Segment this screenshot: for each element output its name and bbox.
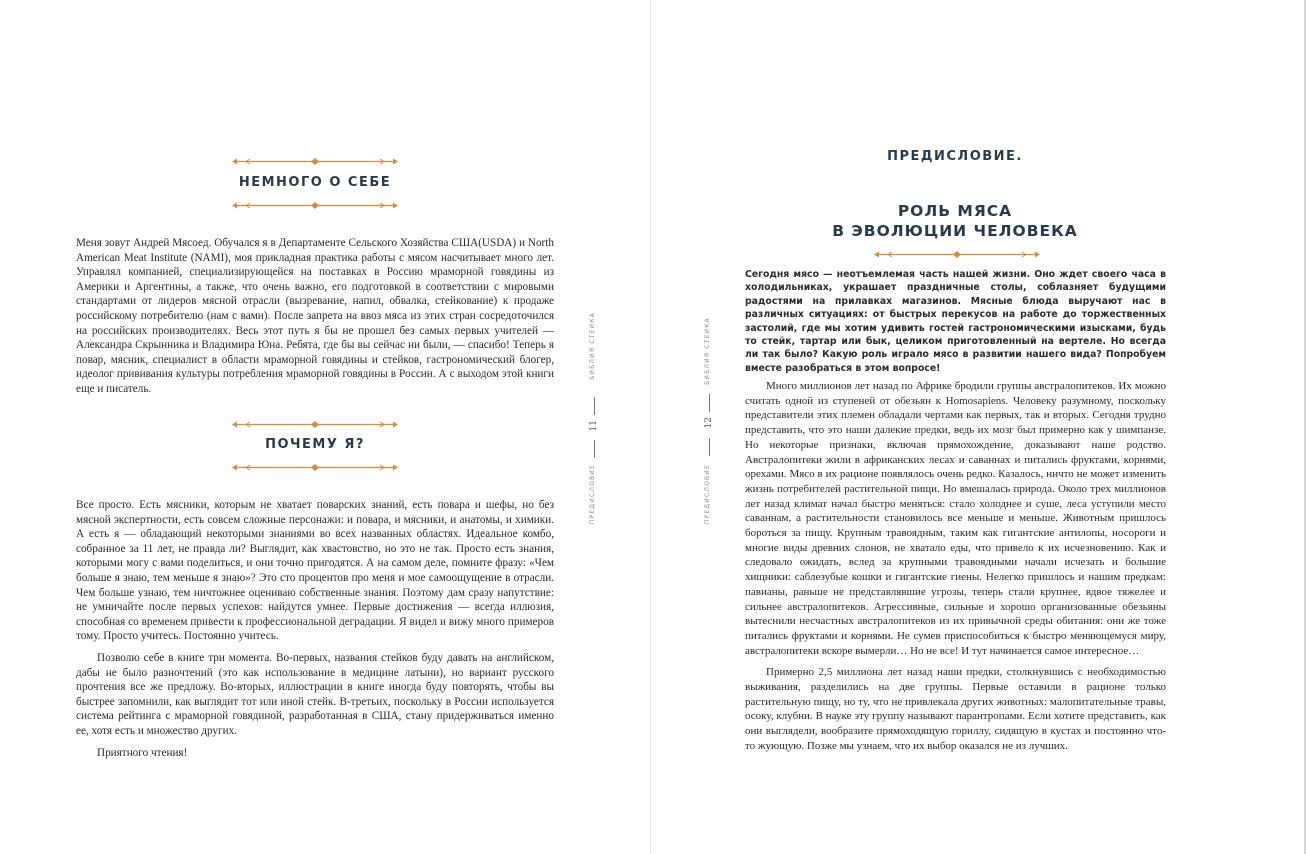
right-page (651, 0, 1305, 854)
paragraph: Приятного чтения! (97, 746, 188, 759)
paragraph: Меня зовут Андрей Мясоед. Обучался я в Департаменте Сельского Хозяйства США(USDA) и North American Meat Institute (NAMI), моя прикладная практика работы с мясом насчитывает много лет. Управлял компанией, специализирующейся на поставках в Россию мраморной говядины из Америки и Аргентины, а также, что очень важно, его подготовкой в соответствии с мировыми стандартами от лидеров мясной отрасли (вызревание, напил, обвалка, стейкование) к продаже российскому потребителю (нам с вами). После запрета на ввоз мяса из этих стран сосредоточился на российских производителях. Весь этот путь я бы не прошел без самых первых учителей — Александра Скрынника и Владимира Юна. Ребята, где бы вы сейчас ни были, — спасибо! Теперь я повар, мясник, специалист в области мраморной говядины и стейков, гастрономический блогер, идеолог прививания культуры потребления мраморной говядины в России. А с выходом этой книги еще и писатель. (76, 237, 554, 395)
running-head-rule (594, 397, 595, 415)
chapter-title-line: В ЭВОЛЮЦИИ ЧЕЛОВЕКА (832, 222, 1078, 240)
ornament-divider (232, 157, 398, 166)
page-number: 11 (589, 420, 599, 432)
running-head-section: ПРЕДИСЛОВИЕ (589, 464, 596, 525)
running-head-right (704, 312, 716, 552)
evolution-text (745, 379, 1166, 754)
running-head-book: БИБЛИЯ СТЕЙКА (704, 317, 711, 385)
ornament-divider (232, 463, 398, 472)
chapter-title-line: РОЛЬ МЯСА (897, 202, 1013, 220)
preface-label: ПРЕДИСЛОВИЕ. (887, 149, 1023, 164)
running-head-rule (594, 440, 595, 458)
why-me-text (76, 498, 554, 760)
ornament-divider (874, 250, 1040, 259)
page-number: 12 (704, 417, 714, 429)
running-head-left (589, 300, 601, 540)
section-title-why-me: ПОЧЕМУ Я? (265, 437, 365, 452)
about-text (76, 236, 554, 397)
paragraph: Все просто. Есть мясники, которым не хватает поварских знаний, есть повара и шефы, но без мясной экспертности, есть совсем сложные персонажи: и повара, и мясники, и анатомы, и химики. А есть я — обладающий некоторыми знаниями во всех названных областях. Идеальное комбо, собранное за 11 лет, не правда ли? Выглядит, как хвастовство, но это не так. Просто есть знания, которыми могу с вами поделиться, и они точно пригодятся. А на самом деле, помните фразу: «Чем больше я знаю, тем меньше я знаю»? Это сто процентов про меня и мое самоощущение в отрасли. Чем больше узнаю, тем ничтожнее оцениваю собственные знания. Поэтому дам сразу напутствие: не умничайте после первых успехов: найдутся умнее. Первые достижения — всегда иллюзия, способная со временем привести к профессиональной деградации. Я видел и вижу много примеров тому. Просто учитесь. Постоянно учитесь. (76, 499, 554, 643)
paragraph: Примерно 2,5 миллиона лет назад наши предки, столкнувшись с необходимостью выживания, разделились на две группы. Первые оставили в рационе только растительную пищу, но ту, что не привлекала других животных: малопитательные травы, осоку, клубни. В науке эту группу называют парантропами. Если хотите представить, как они выглядели, вообразите прямоходящую гориллу, сидящую в кустах и постоянно что-то жующую. Позже мы узнаем, что их выбор оказался не из лучших. (745, 666, 1166, 752)
running-head-section: ПРЕДИСЛОВИЕ (704, 464, 711, 525)
section-title-about: НЕМНОГО О СЕБЕ (238, 175, 392, 190)
paragraph: Много миллионов лет назад по Африке бродили группы австралопитеков. Их можно считать одной из ступеней от обезьян к Homosapiens. Человеку разумному, поскольку представители этих племен обладали чертами как первых, так и вторых. Сегодня трудно представить, что это наши далекие предки, ведь их мозг был примерно как у шимпанзе. Но некоторые признаки, включая прямохождение, доказывают наше родство. Австралопитеки жили в африканских лесах и саваннах и питались фруктами, корнями, орехами. Мясо в их рационе появлялось очень редко. Казалось, ничто не может изменить жизнь потребителей растительной пищи. Но вмешалась природа. Около трех миллионов лет назад климат начал быстро меняться: стало холоднее и суше, леса уступили место саваннам, а растительности становилось все меньше и меньше. Животным пришлось бороться за пищу. Крупным травоядным, таким как гигантские антилопы, носороги и многие виды древних слонов, не хватало еды, что привело к их исчезновению. Как и следовало ожидать, вслед за крупными травоядными начали исчезать и большие хищники: саблезубые кошки и гигантские гиены. Нелегко пришлось и нашим предкам: павианы, раньше не представлявшие угрозы, теперь стали крупнее, вдвое тяжелее и сильнее австралопитеков. Агрессивные, сильные и хорошо организованные обезьяны вытеснили несчастных австралопитеков из их привычной среды обитания: они же тоже питались фруктами и корнями. Не сумев приспособиться к быстро меняющемуся миру, австралопитеки вскоре вымерли… Но не все! И тут начинается самое интересное… (745, 380, 1166, 657)
lead-paragraph: Сегодня мясо — неотъемлемая часть нашей жизни. Оно ждет своего часа в холодильниках, украшает праздничные столы, соблазняет будущими радостями на прилавках магазинов. Мясные блюда выручают нас в различных ситуациях: от быстрых перекусов на работе до торжественных застолий, где мы хотим удивить гостей гастрономическими изысками, будь то стейк, тартар или бык, целиком приготовленный на вертеле. Но всегда ли так было? Какую роль играло мясо в развитии нашего вида? Попробуем вместе разобраться в этом вопросе! (745, 269, 1166, 374)
running-head-rule (709, 394, 710, 412)
ornament-divider (232, 420, 398, 429)
running-head-book: БИБЛИЯ СТЕЙКА (589, 312, 596, 380)
chapter-title (755, 201, 1155, 241)
left-page (0, 0, 650, 854)
paragraph: Позволю себе в книге три момента. Во-первых, названия стейков буду давать на английском, дабы не было разночтений (это как использование в медицине латыни), но вариант русского прочтения все же предложу. Во-вторых, иллюстрации в книге иногда буду повторять, чтобы вы быстрее запомнили, как выглядит тот или иной стейк. В-третьих, поскольку в России используется система рейтинга с мраморной говядиной, разработанная в США, стану придерживаться именно ее, хотя есть и множество других. (76, 651, 554, 737)
ornament-divider (232, 201, 398, 210)
running-head-rule (709, 438, 710, 456)
